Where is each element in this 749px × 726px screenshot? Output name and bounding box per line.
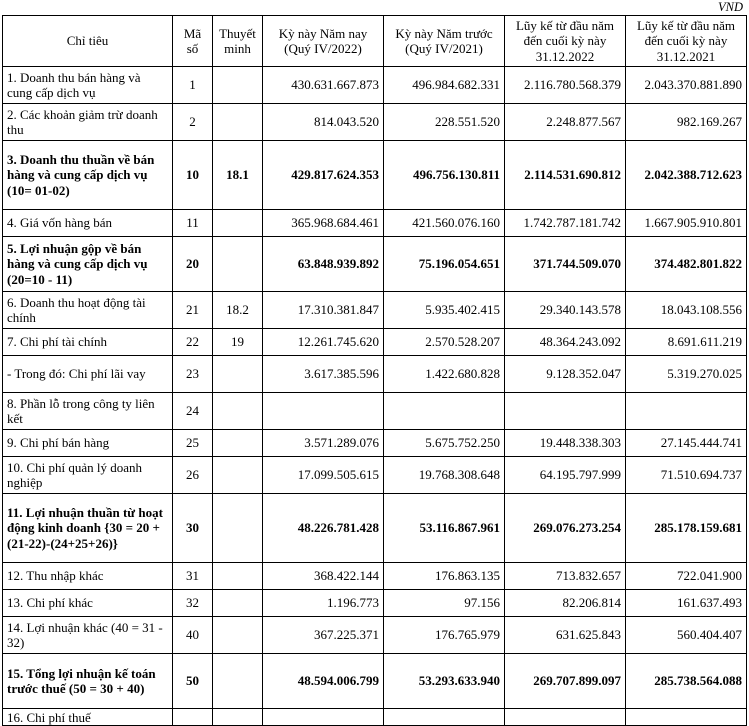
column-header-indicator: Chỉ tiêu [3, 16, 173, 67]
row-value-ytd-current [505, 709, 626, 726]
column-header-code: Mã số [173, 16, 213, 67]
row-value-ytd-prior: 8.691.611.219 [626, 329, 747, 356]
column-header-ytd-current: Lũy kế từ đầu năm đến cuối kỳ này 31.12.2022 [505, 16, 626, 67]
row-value-ytd-prior: 2.042.388.712.623 [626, 141, 747, 210]
table-row [3, 292, 747, 329]
row-note [213, 563, 263, 590]
row-code: 22 [173, 329, 213, 356]
table-row [3, 67, 747, 104]
row-value-ytd-prior [626, 393, 747, 430]
row-value-ytd-current: 82.206.814 [505, 590, 626, 617]
row-value-ytd-prior: 161.637.493 [626, 590, 747, 617]
row-value-ytd-current: 29.340.143.578 [505, 292, 626, 329]
row-value-current-quarter: 368.422.144 [263, 563, 384, 590]
row-note: 19 [213, 329, 263, 356]
row-note [213, 654, 263, 709]
row-value-prior-quarter: 5.935.402.415 [384, 292, 505, 329]
row-value-ytd-prior: 1.667.905.910.801 [626, 210, 747, 237]
row-value-prior-quarter: 97.156 [384, 590, 505, 617]
row-label: 2. Các khoản giảm trừ doanh thu [3, 104, 173, 141]
table-row [3, 494, 747, 563]
row-value-prior-quarter: 421.560.076.160 [384, 210, 505, 237]
table-header-row [3, 16, 747, 67]
row-value-current-quarter: 17.099.505.615 [263, 457, 384, 494]
row-note [213, 237, 263, 292]
row-label: 5. Lợi nhuận gộp về bán hàng và cung cấp dịch vụ (20=10 - 11) [3, 237, 173, 292]
column-header-note: Thuyết minh [213, 16, 263, 67]
row-value-ytd-prior: 285.738.564.088 [626, 654, 747, 709]
row-value-current-quarter: 429.817.624.353 [263, 141, 384, 210]
row-note [213, 393, 263, 430]
row-note [213, 457, 263, 494]
row-value-ytd-current: 631.625.843 [505, 617, 626, 654]
row-value-ytd-current [505, 393, 626, 430]
row-value-ytd-prior: 374.482.801.822 [626, 237, 747, 292]
row-code: 25 [173, 430, 213, 457]
row-note [213, 210, 263, 237]
row-code: 50 [173, 654, 213, 709]
row-value-ytd-prior: 71.510.694.737 [626, 457, 747, 494]
row-value-ytd-prior: 5.319.270.025 [626, 356, 747, 393]
row-code: 1 [173, 67, 213, 104]
row-value-ytd-prior: 27.145.444.741 [626, 430, 747, 457]
row-value-current-quarter: 3.571.289.076 [263, 430, 384, 457]
row-value-ytd-current: 269.076.273.254 [505, 494, 626, 563]
row-value-ytd-current: 269.707.899.097 [505, 654, 626, 709]
row-note: 18.2 [213, 292, 263, 329]
row-value-current-quarter: 814.043.520 [263, 104, 384, 141]
row-value-ytd-current: 2.116.780.568.379 [505, 67, 626, 104]
row-note [213, 104, 263, 141]
row-value-prior-quarter [384, 393, 505, 430]
row-value-prior-quarter: 1.422.680.828 [384, 356, 505, 393]
row-value-ytd-prior: 982.169.267 [626, 104, 747, 141]
row-value-ytd-current: 64.195.797.999 [505, 457, 626, 494]
table-row [3, 210, 747, 237]
table-row [3, 356, 747, 393]
row-value-ytd-current: 48.364.243.092 [505, 329, 626, 356]
row-value-prior-quarter: 176.863.135 [384, 563, 505, 590]
row-code: 24 [173, 393, 213, 430]
row-code: 10 [173, 141, 213, 210]
row-label: 15. Tổng lợi nhuận kế toán trước thuế (50 = 30 + 40) [3, 654, 173, 709]
row-code: 40 [173, 617, 213, 654]
row-value-prior-quarter [384, 709, 505, 726]
row-label: 6. Doanh thu hoạt động tài chính [3, 292, 173, 329]
row-value-current-quarter: 365.968.684.461 [263, 210, 384, 237]
row-value-prior-quarter: 75.196.054.651 [384, 237, 505, 292]
row-value-ytd-current: 9.128.352.047 [505, 356, 626, 393]
income-statement-table [2, 15, 747, 726]
row-value-current-quarter: 12.261.745.620 [263, 329, 384, 356]
table-body [3, 67, 747, 726]
row-value-prior-quarter: 2.570.528.207 [384, 329, 505, 356]
row-code: 2 [173, 104, 213, 141]
row-label: 7. Chi phí tài chính [3, 329, 173, 356]
row-code: 31 [173, 563, 213, 590]
row-label: 12. Thu nhập khác [3, 563, 173, 590]
currency-unit-label: VND [718, 0, 743, 14]
row-value-prior-quarter: 53.116.867.961 [384, 494, 505, 563]
table-row [3, 654, 747, 709]
row-label: 14. Lợi nhuận khác (40 = 31 - 32) [3, 617, 173, 654]
row-value-current-quarter: 1.196.773 [263, 590, 384, 617]
row-value-current-quarter [263, 393, 384, 430]
row-value-current-quarter: 430.631.667.873 [263, 67, 384, 104]
row-code: 21 [173, 292, 213, 329]
row-value-prior-quarter: 53.293.633.940 [384, 654, 505, 709]
row-value-ytd-prior: 722.041.900 [626, 563, 747, 590]
row-value-ytd-current: 371.744.509.070 [505, 237, 626, 292]
table-header [3, 16, 747, 67]
row-value-prior-quarter: 496.756.130.811 [384, 141, 505, 210]
row-value-current-quarter: 17.310.381.847 [263, 292, 384, 329]
row-note [213, 356, 263, 393]
row-label: 4. Giá vốn hàng bán [3, 210, 173, 237]
row-code: 23 [173, 356, 213, 393]
row-code [173, 709, 213, 726]
row-code: 30 [173, 494, 213, 563]
row-value-current-quarter: 48.594.006.799 [263, 654, 384, 709]
row-label: 3. Doanh thu thuần về bán hàng và cung cấp dịch vụ (10= 01-02) [3, 141, 173, 210]
row-code: 26 [173, 457, 213, 494]
row-note [213, 617, 263, 654]
row-value-ytd-current: 2.248.877.567 [505, 104, 626, 141]
row-value-current-quarter: 63.848.939.892 [263, 237, 384, 292]
row-code: 32 [173, 590, 213, 617]
row-value-prior-quarter: 19.768.308.648 [384, 457, 505, 494]
table-row [3, 563, 747, 590]
row-value-ytd-current: 19.448.338.303 [505, 430, 626, 457]
row-note: 18.1 [213, 141, 263, 210]
row-label: 9. Chi phí bán hàng [3, 430, 173, 457]
table-row [3, 141, 747, 210]
row-value-prior-quarter: 5.675.752.250 [384, 430, 505, 457]
row-code: 20 [173, 237, 213, 292]
row-value-ytd-current: 1.742.787.181.742 [505, 210, 626, 237]
table-row [3, 457, 747, 494]
row-value-ytd-prior: 285.178.159.681 [626, 494, 747, 563]
table-row [3, 617, 747, 654]
row-value-prior-quarter: 496.984.682.331 [384, 67, 505, 104]
row-value-current-quarter: 367.225.371 [263, 617, 384, 654]
row-value-ytd-prior [626, 709, 747, 726]
row-value-prior-quarter: 228.551.520 [384, 104, 505, 141]
row-label: - Trong đó: Chi phí lãi vay [3, 356, 173, 393]
row-value-current-quarter: 48.226.781.428 [263, 494, 384, 563]
row-value-ytd-prior: 560.404.407 [626, 617, 747, 654]
row-value-current-quarter: 3.617.385.596 [263, 356, 384, 393]
row-value-ytd-current: 713.832.657 [505, 563, 626, 590]
table-row [3, 590, 747, 617]
table-row [3, 393, 747, 430]
table-row [3, 430, 747, 457]
row-value-prior-quarter: 176.765.979 [384, 617, 505, 654]
row-value-current-quarter [263, 709, 384, 726]
table-row [3, 709, 747, 726]
row-value-ytd-prior: 18.043.108.556 [626, 292, 747, 329]
row-note [213, 590, 263, 617]
row-label: 8. Phần lỗ trong công ty liên kết [3, 393, 173, 430]
row-note [213, 494, 263, 563]
row-label: 11. Lợi nhuận thuần từ hoạt động kinh doanh {30 = 20 + (21-22)-(24+25+26)} [3, 494, 173, 563]
table-row [3, 329, 747, 356]
column-header-current-quarter: Kỳ này Năm nay (Quý IV/2022) [263, 16, 384, 67]
row-note [213, 430, 263, 457]
column-header-prior-quarter: Kỳ này Năm trước (Quý IV/2021) [384, 16, 505, 67]
table-row [3, 237, 747, 292]
table-row [3, 104, 747, 141]
row-note [213, 67, 263, 104]
row-value-ytd-current: 2.114.531.690.812 [505, 141, 626, 210]
column-header-ytd-prior: Lũy kế từ đầu năm đến cuối kỳ này 31.12.2021 [626, 16, 747, 67]
row-note [213, 709, 263, 726]
row-label: 16. Chi phí thuế [3, 709, 173, 726]
row-label: 1. Doanh thu bán hàng và cung cấp dịch vụ [3, 67, 173, 104]
row-value-ytd-prior: 2.043.370.881.890 [626, 67, 747, 104]
row-label: 13. Chi phí khác [3, 590, 173, 617]
row-label: 10. Chi phí quản lý doanh nghiệp [3, 457, 173, 494]
row-code: 11 [173, 210, 213, 237]
